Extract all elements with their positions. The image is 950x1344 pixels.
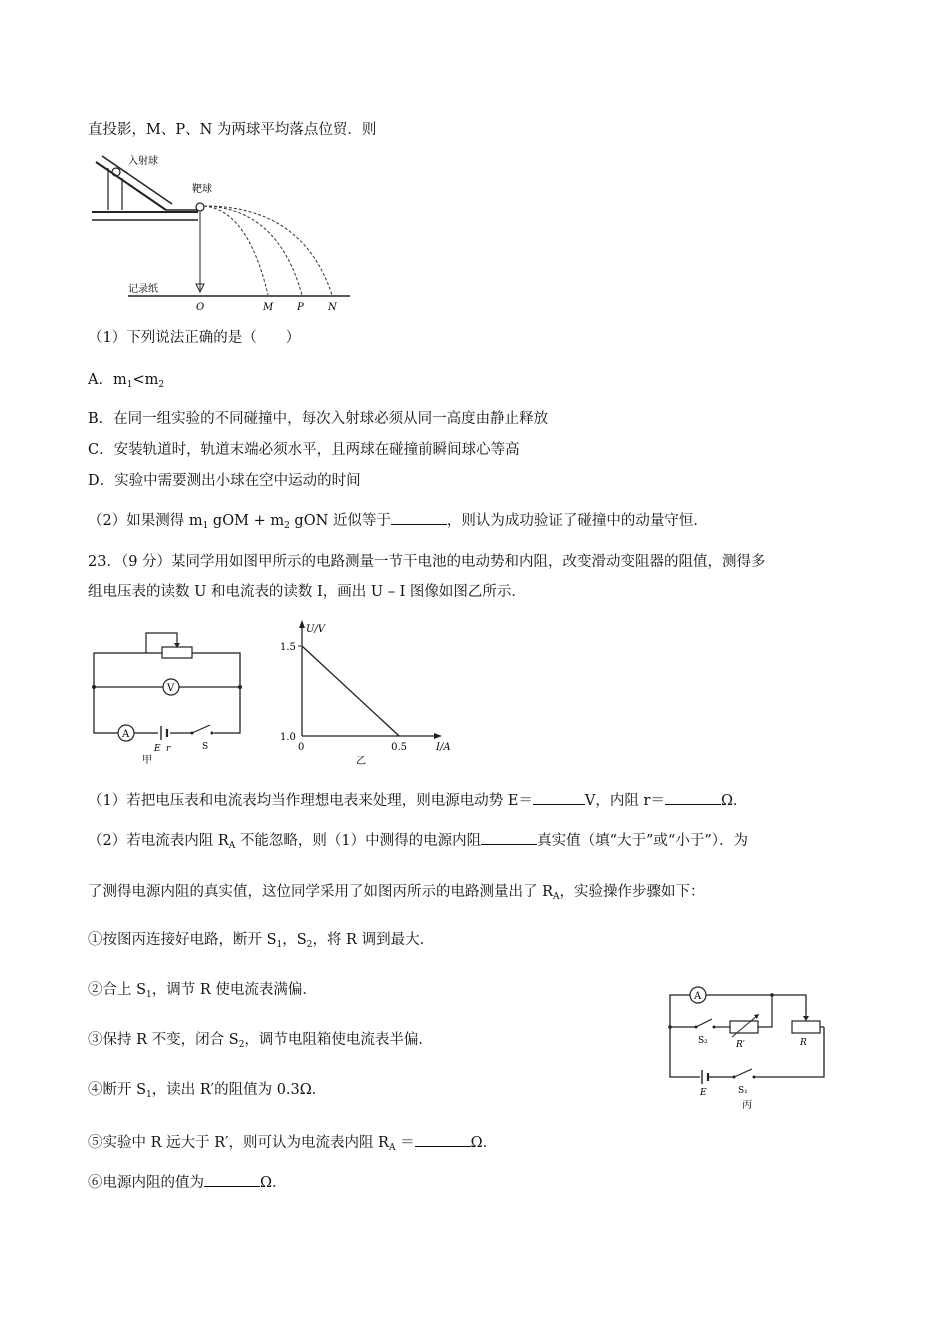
step-3: ③保持 R 不变，闭合 $S_2$，调节电阻箱使电流表半偏． <box>88 1032 433 1050</box>
step-1: ①按图丙连接好电路，断开 $S_1$，$S_2$，将 R 调到最大． <box>88 932 435 950</box>
ammeter-label: A <box>122 729 130 740</box>
x-axis-label: I/A <box>436 742 451 753</box>
emf-blank[interactable] <box>533 790 585 805</box>
q1-option-c: C．安装轨道时，轨道末端必须水平，且两球在碰撞前瞬间球心等高 <box>88 442 520 458</box>
collision-apparatus-figure <box>88 150 358 320</box>
q2-blank[interactable] <box>391 510 447 525</box>
internal-r-blank[interactable] <box>204 1172 260 1187</box>
p23-line2: 组电压表的读数 U 和电流表的读数 I，画出 U – I 图像如图乙所示． <box>88 584 526 600</box>
caption-jia: 甲 <box>142 755 152 765</box>
voltmeter-label: V <box>167 683 175 694</box>
step-4: ④断开 $S_1$，读出 R′的阻值为 0.3Ω． <box>88 1082 327 1100</box>
circuit-bing-figure <box>660 985 830 1115</box>
ui-line <box>302 646 399 736</box>
intro-text: 直投影，M、P、N 为两球平均落点位贸．则 <box>88 122 377 138</box>
caption-bing: 丙 <box>742 1100 752 1111</box>
caption-yi: 乙 <box>356 756 366 767</box>
switch-label: S <box>202 742 209 752</box>
point-n: N <box>328 302 337 313</box>
y-tick-bottom: 1.0 <box>280 732 296 743</box>
point-m: M <box>263 302 274 313</box>
q2-line: （2）如果测得 $m_1$ gOM + $m_2$ gON 近似等于 ，则认为成功验证了碰撞中的动量守恒． <box>88 510 708 536</box>
bing-ammeter-label: A <box>694 991 702 1002</box>
q1-stem: （1）下列说法正确的是（ ） <box>88 330 301 346</box>
target-ball-label: 靶球 <box>192 184 212 195</box>
step-2: ②合上 $S_1$，调节 R 使电流表满偏． <box>88 982 317 1000</box>
circuit-jia-figure <box>88 625 248 765</box>
s1-label: S₁ <box>738 1086 748 1096</box>
q1-option-b: B．在同一组实验的不同碰撞中，每次入射球必须从同一高度由静止释放 <box>88 411 549 427</box>
q1-option-a: A．$m_1<m_2$ <box>88 372 165 390</box>
s2-line: （2）若电流表内阻 $R_A$ 不能忽略，则（1）中测得的电源内阻 真实值（填“大于”或“小于”）．为 <box>88 830 748 856</box>
point-o: O <box>196 302 205 313</box>
s2-label: S₂ <box>698 1036 708 1046</box>
r-blank[interactable] <box>665 790 721 805</box>
s1-line: （1）若把电压表和电流表均当作理想电表来处理，则电源电动势 E＝ V，内阻 r＝ Ω． <box>88 790 747 811</box>
ui-chart <box>278 618 463 768</box>
r-bing-label: R <box>800 1038 807 1048</box>
step-5: ⑤实验中 R 远大于 R′，则可认为电流表内阻 $R_A = \Omega$． <box>88 1132 497 1158</box>
p23-line1: 23．（9 分）某同学用如图甲所示的电路测量一节干电池的电动势和内阻，改变滑动变阻器的阻值，测得多 <box>88 554 766 570</box>
r-label: r <box>166 744 171 754</box>
y-axis-label: U/V <box>306 624 326 635</box>
record-paper-label: 记录纸 <box>128 284 158 295</box>
point-p: P <box>297 302 304 313</box>
emf-label: E <box>154 744 161 754</box>
rprime-label: R′ <box>736 1040 745 1050</box>
s2b-line: 了测得电源内阻的真实值，这位同学采用了如图丙所示的电路测量出了 $R_A$，实验操作步骤如下： <box>88 884 705 902</box>
step-6: ⑥电源内阻的值为 Ω． <box>88 1172 287 1193</box>
ra-blank[interactable] <box>415 1132 471 1147</box>
compare-blank[interactable] <box>481 830 537 845</box>
bing-emf-label: E <box>700 1088 707 1098</box>
x-tick-05: 0.5 <box>391 742 408 753</box>
q1-option-d: D．实验中需要测出小球在空中运动的时间 <box>88 473 361 489</box>
incident-ball-label: 入射球 <box>128 156 158 167</box>
x-tick-zero: 0 <box>298 742 305 753</box>
y-tick-top: 1.5 <box>280 642 296 653</box>
